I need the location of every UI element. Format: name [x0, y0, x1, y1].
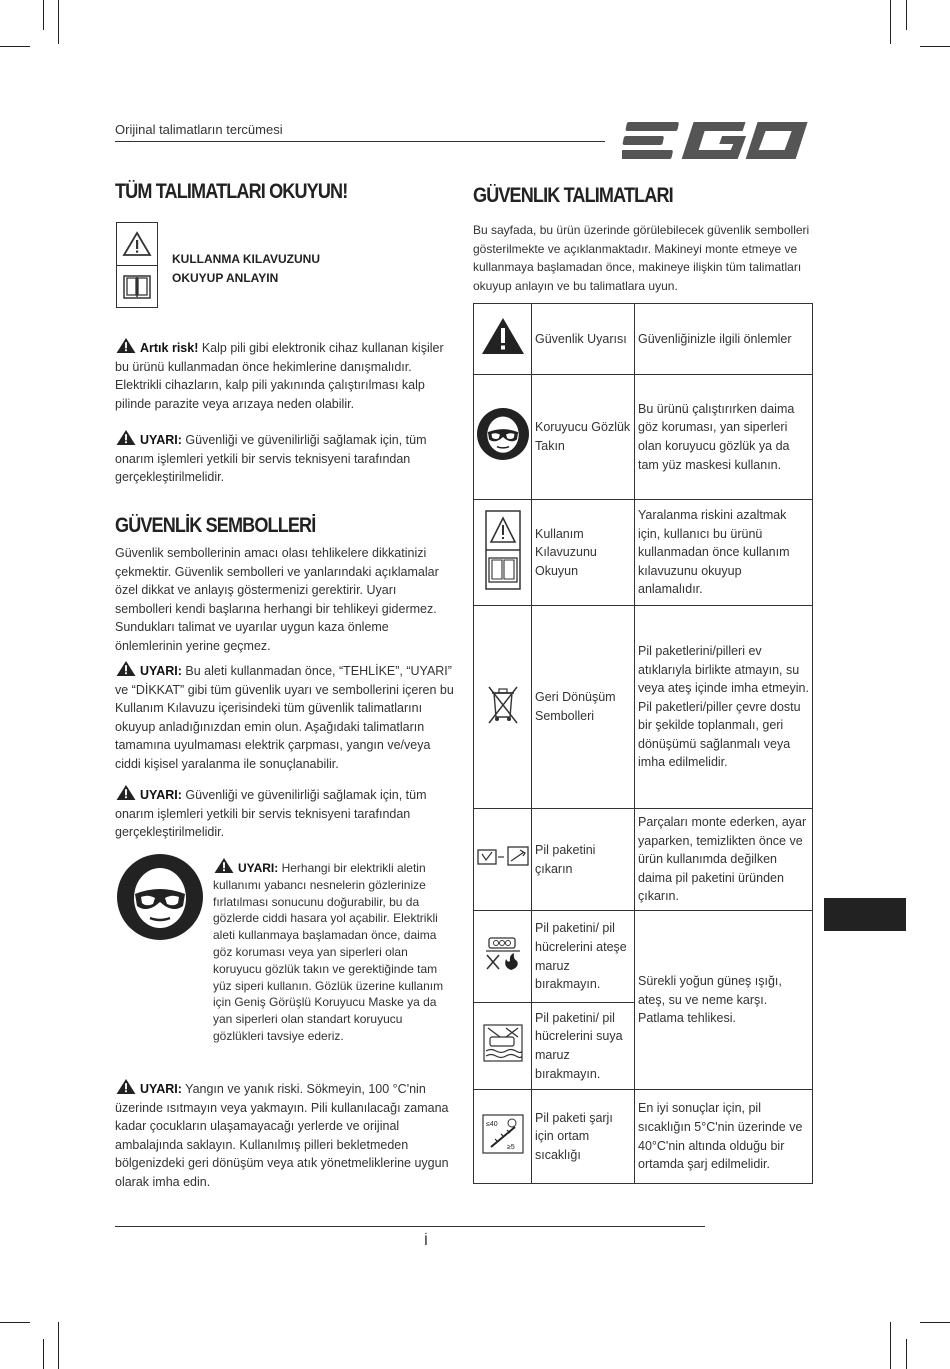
warning-triangle-icon — [115, 784, 137, 801]
safety-glasses-icon — [117, 854, 203, 940]
table-row — [474, 1090, 813, 1184]
no-fire-icon — [483, 935, 523, 973]
symbol-name: Kullanım Kılavuzunu Okuyun — [532, 500, 635, 606]
crop-mark — [890, 0, 891, 44]
symbol-cell — [474, 304, 532, 375]
warning-label: UYARI: — [238, 861, 279, 875]
warning-label: UYARI: — [140, 788, 182, 802]
crop-mark — [920, 1322, 950, 1323]
symbol-description: Parçaları monte ederken, ayar yaparken, temizlikten önce ve ürün kullanımda değilken daima pil paketini üründen çıkarın. — [635, 809, 813, 911]
crop-mark — [58, 1322, 59, 1369]
page-number: İ — [424, 1232, 428, 1248]
recycle-bin-icon — [485, 683, 521, 725]
read-label-line1: KULLANMA KILAVUZUNU — [172, 252, 320, 266]
warning-triangle-icon — [115, 1078, 137, 1095]
symbol-cell — [474, 911, 532, 1003]
symbol-description: En iyi sonuçlar için, pil sıcaklığın 5°C'nin üzerinde ve 40°C'nin altında olduğu bir ortamda şarj edilmelidir. — [635, 1090, 813, 1184]
warning-label: UYARI: — [140, 1082, 182, 1096]
warning-label: UYARI: — [140, 433, 182, 447]
crop-mark — [0, 46, 30, 47]
symbol-description: Pil paketlerini/pilleri ev atıklarıyla birlikte atmayın, su veya ateş içinde imha etmeyin. Pil paketleri/piller çevre dostu bir şekilde toplanmalı, geri dönüşümü sağlanmalı veya imha edilmelidir. — [635, 606, 813, 809]
ego-logo — [622, 118, 812, 164]
read-label-line2: OKUYUP ANLAYIN — [172, 271, 279, 285]
remove-battery-icon — [476, 844, 530, 870]
symbol-description: Bu ürünü çalıştırırken daima göz koruması, yan siperleri olan koruyucu gözlük ya da tam yüz maskesi kullanın. — [635, 375, 813, 500]
warning-triangle-icon — [115, 429, 137, 446]
read-manual-symbol — [116, 222, 158, 308]
no-water-icon — [482, 1023, 524, 1063]
symbol-name: Pil paketi şarjı için ortam sıcaklığı — [532, 1090, 635, 1184]
symbol-name: Geri Dönüşüm Sembolleri — [532, 606, 635, 809]
heading-safety-symbols: GÜVENLİK SEMBOLLERİ — [115, 514, 316, 537]
warning-triangle-icon — [115, 337, 137, 354]
crop-mark — [58, 0, 59, 44]
open-book-icon — [117, 266, 157, 308]
warning-triangle-icon — [115, 660, 137, 677]
crop-mark — [43, 1339, 44, 1369]
symbols-paragraph: Güvenlik sembollerinin amacı olası tehlikelere dikkatinizi çekmektir. Güvenlik sembolleri ve yanlarındaki açıklamalar özel dikkat ve anlayış göstermenizi gerektirir. Uyarı sembolleri kendi başlarına herhangi bir tehlikeyi gidermez. Sundukları talimat ve uyarılar uygun kaza önleme önlemlerinin yerine geçmez. — [115, 546, 439, 653]
warning-paragraph-3 — [115, 784, 455, 842]
crop-mark — [890, 1322, 891, 1369]
footer-rule — [115, 1226, 705, 1227]
heading-read-all: TÜM TALIMATLARI OKUYUN! — [115, 180, 348, 203]
warning-paragraph-1 — [115, 429, 455, 487]
table-row — [474, 375, 813, 500]
crop-mark — [0, 1322, 30, 1323]
svg-text:≥5: ≥5 — [506, 1143, 515, 1151]
warning-label: UYARI: — [140, 664, 182, 678]
warning-triangle-icon — [213, 857, 235, 874]
document-subtitle: Orijinal talimatların tercümesi — [115, 122, 283, 137]
risk-label: Artık risk! — [140, 341, 199, 355]
table-row — [474, 304, 813, 375]
language-tab — [824, 898, 906, 931]
warning-text: Güvenliği ve güvenilirliği sağlamak için, tüm onarım işlemleri yetkili bir servis teknisyeni tarafından gerçekleştirilmelidir. — [115, 788, 427, 840]
warning-triangle-icon — [480, 316, 526, 356]
warning-text: Bu aleti kullanmadan önce, “TEHLİKE”, “UYARI” ve “DİKKAT” gibi tüm güvenlik uyarı ve sembollerini içeren bu Kullanım Kılavuzu içerisindeki tüm güvenlik talimatlarını okuyup anladığınızdan emin olun. Aşağıdaki talimatların tamamına uyulmaması elektrik çarpması, yangın ve/veya ciddi kişisel yaralanma ile sonuçlanabilir. — [115, 664, 454, 771]
warning-text: Yangın ve yanık riski. Sökmeyin, 100 °C'nin üzerinde ısıtmayın veya yakmayın. Pili kullanılacağı zamana kadar çocukların ulaşamayacağı yerlerde ve orijinal ambalajında saklayın. Kullanılmış pilleri bekletmeden bölgenizdeki geri dönüşüm veya atık yönetmeliklerine uygun olarak imha edin. — [115, 1082, 449, 1189]
table-row — [474, 809, 813, 911]
symbol-cell — [474, 375, 532, 500]
symbol-name: Pil paketini/ pil hücrelerini suya maruz bırakmayın. — [532, 1003, 635, 1090]
crop-mark — [906, 1339, 907, 1369]
heading-safety-instructions: GÜVENLIK TALIMATLARI — [473, 184, 673, 207]
warning-triangle-icon — [117, 223, 157, 266]
header-rule — [115, 141, 605, 142]
symbol-cell — [474, 1090, 532, 1184]
symbol-description: Yaralanma riskini azaltmak için, kullanıcı bu ürünü kullanmadan önce kullanım kılavuzunu okuyup anlamalıdır. — [635, 500, 813, 606]
crop-mark — [906, 0, 907, 30]
safety-glasses-icon — [477, 408, 529, 460]
symbol-name: Pil paketini çıkarın — [532, 809, 635, 911]
table-row — [474, 500, 813, 606]
safety-symbols-table — [473, 303, 813, 1184]
symbol-name: Koruyucu Gözlük Takın — [532, 375, 635, 500]
svg-text:≤40: ≤40 — [485, 1120, 498, 1128]
safety-intro: Bu sayfada, bu ürün üzerinde görülebilecek güvenlik sembolleri gösterilmekte ve açıklanmaktadır. Makineyi monte etmeye ve kullanmaya başlamadan önce, makineye ilişkin tüm talimatları okuyup anlayın ve bu talimatlara uyun. — [473, 223, 810, 293]
symbol-name: Güvenlik Uyarısı — [532, 304, 635, 375]
symbol-cell — [474, 606, 532, 809]
crop-mark — [920, 46, 950, 47]
warning-paragraph-2 — [115, 660, 455, 774]
symbol-description: Güvenliğinizle ilgili önlemler — [635, 304, 813, 375]
crop-mark — [43, 0, 44, 30]
read-manual-label — [172, 250, 320, 288]
table-row — [474, 606, 813, 809]
warning-paragraph-4 — [213, 857, 455, 1045]
risk-text: Kalp pili gibi elektronik cihaz kullanan kişiler bu ürünü kullanmadan önce hekimlerine danışmalıdır. Elektrikli cihazların, kalp pili yakınında çalıştırılması kalp pilinde parazite veya arızaya neden olabilir. — [115, 341, 444, 411]
residual-risk-paragraph — [115, 337, 455, 413]
symbol-name: Pil paketini/ pil hücrelerini ateşe maruz bırakmayın. — [532, 911, 635, 1003]
symbol-description: Sürekli yoğun güneş ışığı, ateş, su ve neme karşı. Patlama tehlikesi. — [635, 911, 813, 1090]
read-manual-icon — [485, 510, 521, 590]
symbol-cell — [474, 1003, 532, 1090]
table-row — [474, 911, 813, 1003]
symbol-cell — [474, 809, 532, 911]
charge-temperature-icon — [481, 1113, 525, 1155]
warning-text: Güvenliği ve güvenilirliği sağlamak için, tüm onarım işlemleri yetkili bir servis teknisyeni tarafından gerçekleştirilmelidir. — [115, 433, 427, 485]
warning-paragraph-5 — [115, 1078, 455, 1192]
warning-text: Herhangi bir elektrikli aletin kullanımı yabancı nesnelerin gözlerinize fırlatılması sonucunu doğurabilir, bu da gözlerde ciddi hasara yol açabilir. Elektrikli aleti kullanmaya başlamadan önce, daima göz koruması veya yan siperleri olan koruyucu gözlük takın ve gerektiğinde tam yüz siperi kullanın. Gözlük üzerine kullanım için Geniş Görüşlü Koruyucu Maske ya da yan siperleri olan standart koruyucu gözlükleri tavsiye ederiz. — [213, 861, 444, 1043]
symbol-cell — [474, 500, 532, 606]
